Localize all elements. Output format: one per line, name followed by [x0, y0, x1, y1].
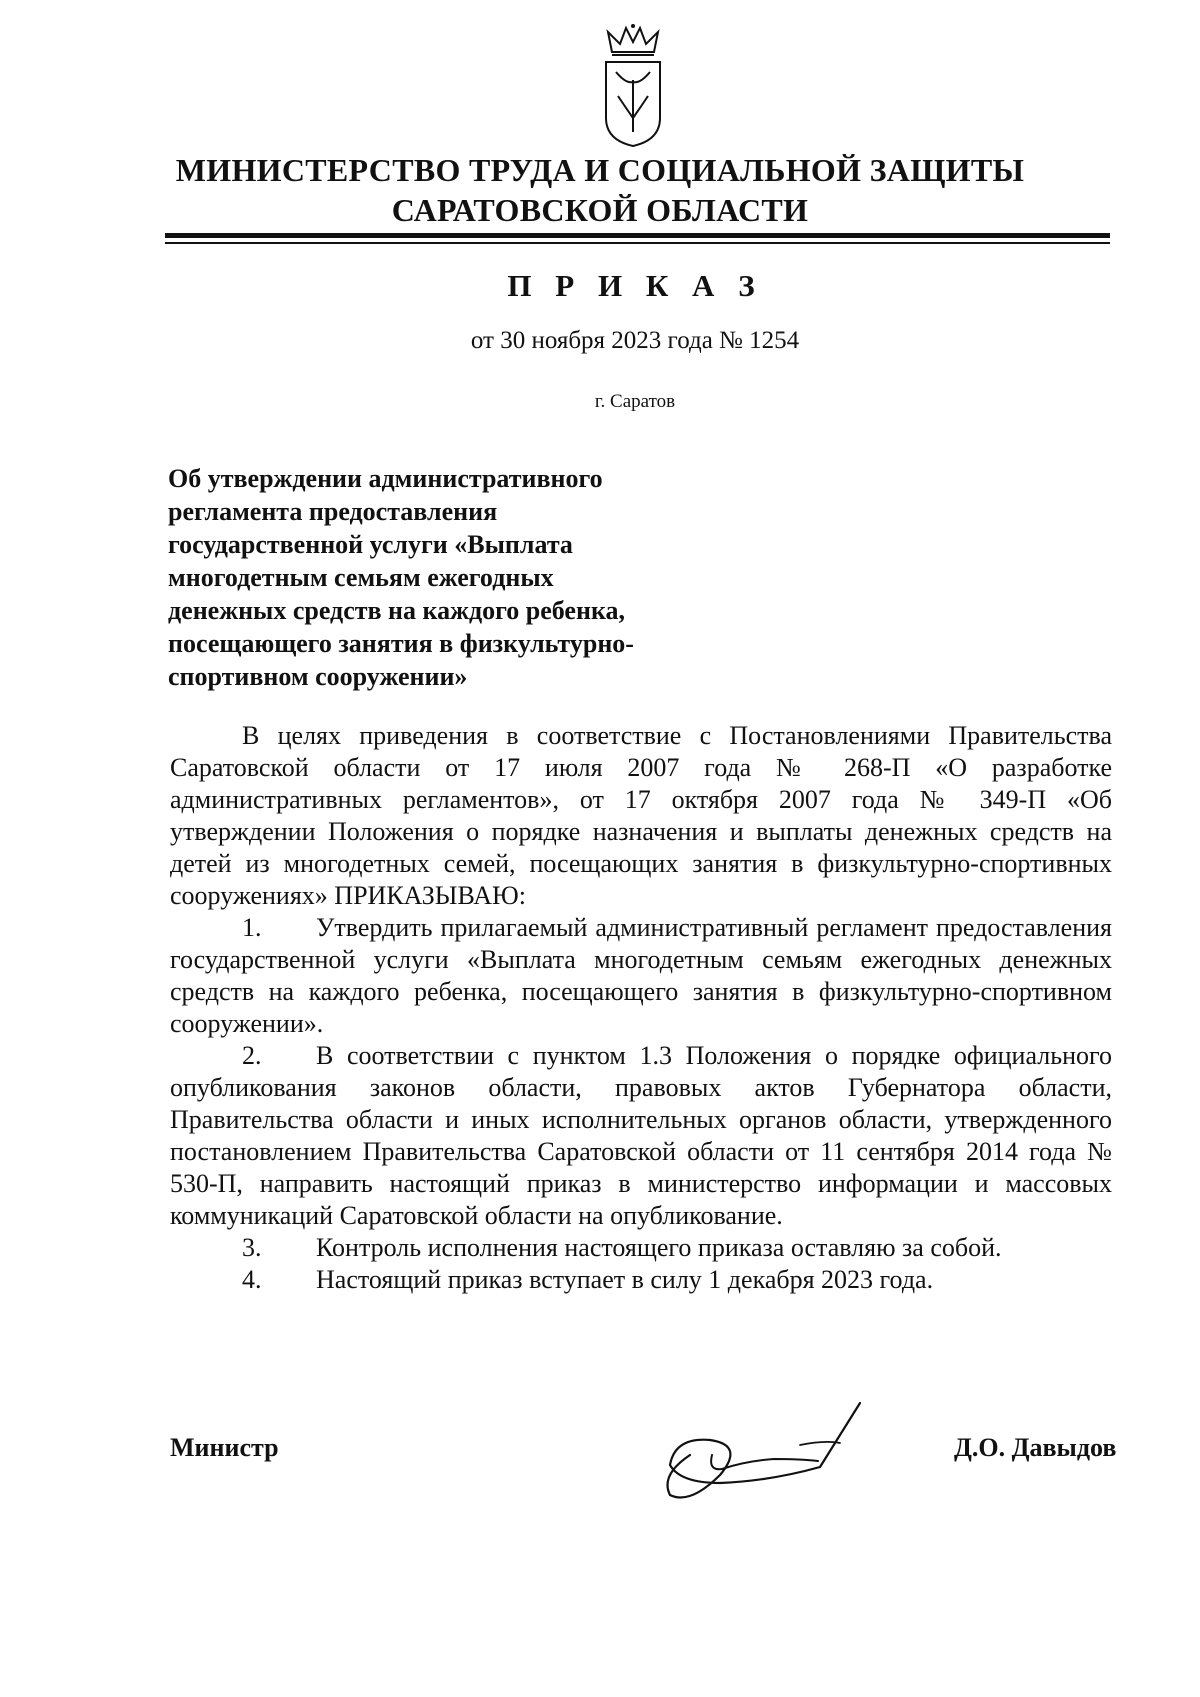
item-number: 2.: [242, 1041, 262, 1070]
document-subject: [168, 462, 728, 693]
ministry-name: [150, 150, 1050, 230]
item-text: Настоящий приказ вступает в силу 1 декабря 2023 года.: [316, 1265, 934, 1294]
header-divider-thin: [165, 242, 1110, 244]
handwritten-signature-icon: [650, 1395, 890, 1505]
subject-line: денежных средств на каждого ребенка,: [168, 596, 626, 625]
item-number: 1.: [242, 913, 262, 942]
item-number: 3.: [242, 1233, 262, 1262]
item-number: 4.: [242, 1265, 262, 1294]
signatory-name: Д.О. Давыдов: [954, 1433, 1117, 1462]
document-body: [170, 720, 1112, 1296]
order-item-1: [170, 912, 1112, 1040]
subject-line: посещающего занятия в физкультурно-: [168, 629, 634, 658]
item-text: Утвердить прилагаемый административный регламент предоставления государственной услуги «Выплата многодетным семьям ежегодных денежных средств на каждого ребенка, посещающего занятия в физкультурно-спортивном сооружении».: [170, 913, 1112, 1038]
subject-line: государственной услуги «Выплата: [168, 530, 573, 559]
coat-of-arms-icon: [598, 22, 668, 150]
order-item-3: [170, 1232, 1112, 1264]
document-type: П Р И К А З: [507, 268, 763, 303]
item-text: В соответствии с пунктом 1.3 Положения о порядке официального опубликования законов области, правовых актов Губернатора области, Правительства области и иных исполнительных органов области, утвержденного постановлением Правительства Саратовской области от 11 сентября 2014 года № 530-П, направить настоящий приказ в министерство информации и массовых коммуникаций Саратовской области на опубликование.: [170, 1041, 1112, 1230]
order-item-2: [170, 1040, 1112, 1232]
ministry-name-line1: МИНИСТЕРСТВО ТРУДА И СОЦИАЛЬНОЙ ЗАЩИТЫ: [175, 152, 1025, 188]
subject-line: Об утверждении административного: [168, 464, 603, 493]
subject-line: многодетным семьям ежегодных: [168, 563, 554, 592]
ministry-name-line2: САРАТОВСКОЙ ОБЛАСТИ: [391, 192, 809, 228]
subject-line: регламента предоставления: [168, 497, 498, 526]
order-item-4: [170, 1264, 1112, 1296]
document-date-number: от 30 ноября 2023 года № 1254: [470, 327, 800, 354]
signatory-title: Министр: [170, 1433, 279, 1462]
subject-line: спортивном сооружении»: [168, 662, 468, 691]
item-text: Контроль исполнения настоящего приказа оставляю за собой.: [316, 1233, 1002, 1262]
document-city: г. Саратов: [594, 391, 676, 412]
preamble-paragraph: В целях приведения в соответствие с Постановлениями Правительства Саратовской области от 17 июля 2007 года № 268-П «О разработке административных регламентов», от 17 октября 2007 года № 349-П «Об утверждении Положения о порядке назначения и выплаты денежных средств на детей из многодетных семей, посещающих занятия в физкультурно-спортивных сооружениях» ПРИКАЗЫВАЮ:: [170, 721, 1112, 910]
header-divider-thick: [165, 233, 1110, 238]
